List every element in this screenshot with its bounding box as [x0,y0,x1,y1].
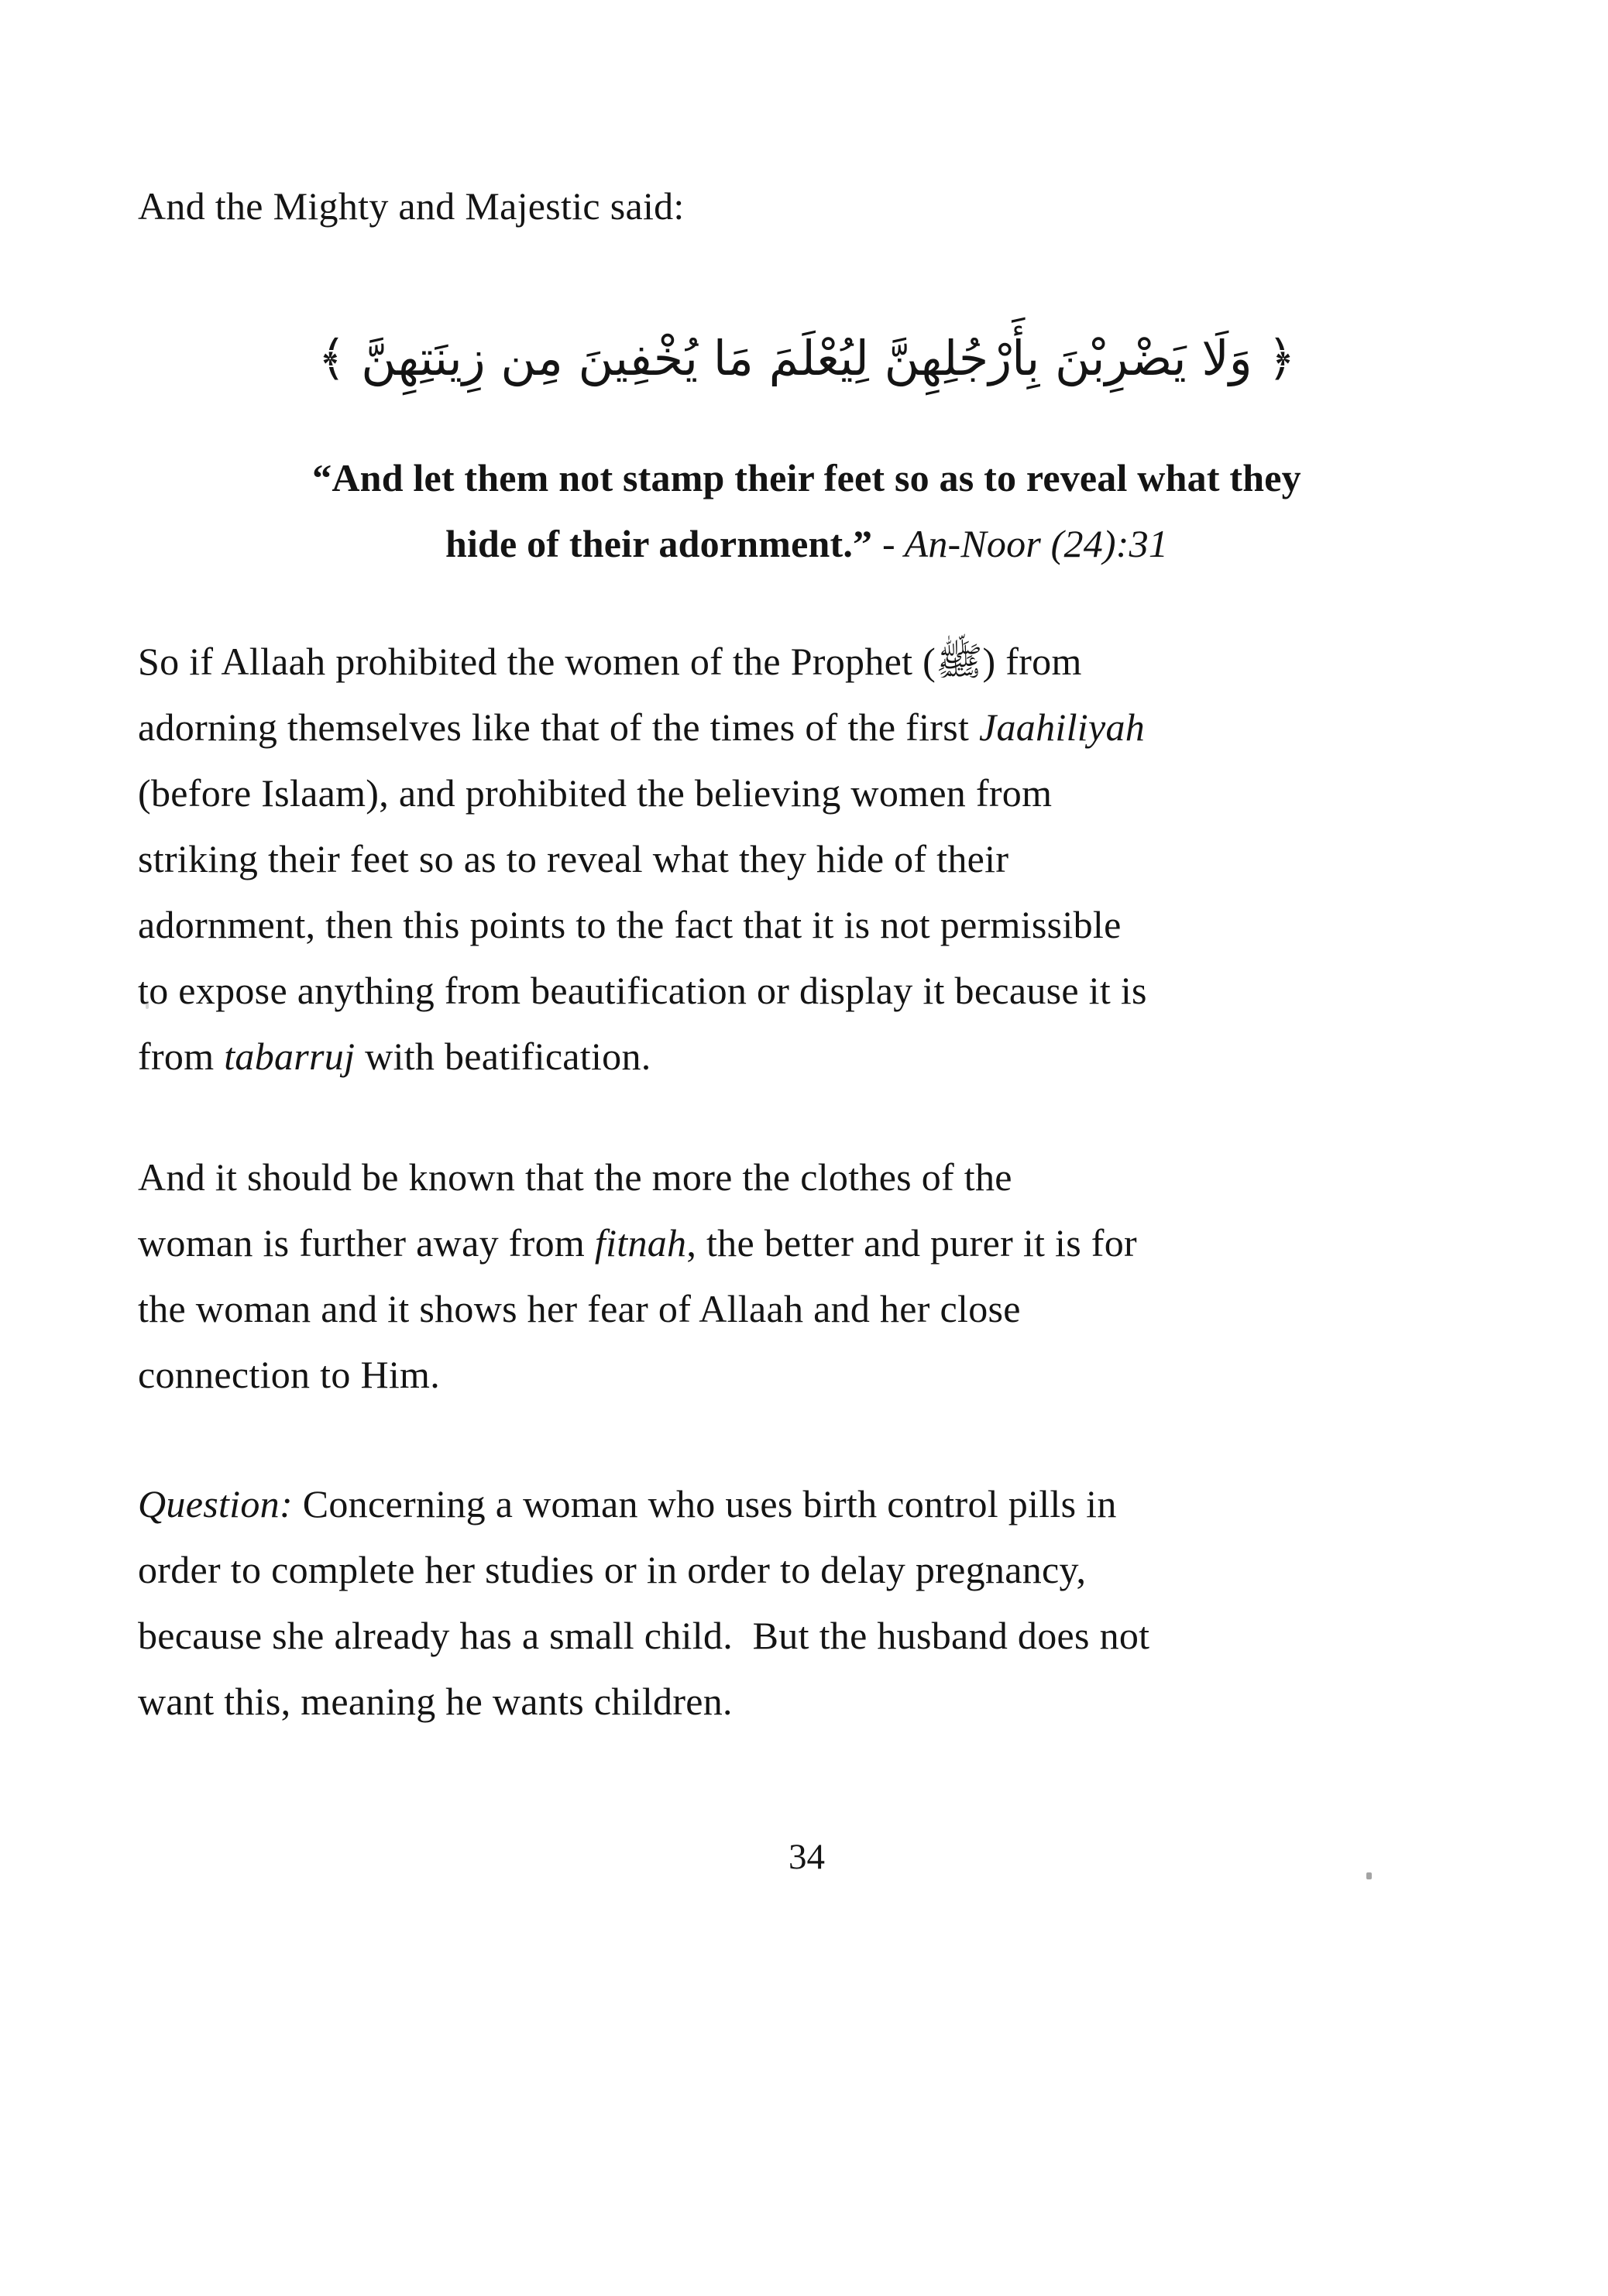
scan-speck [1366,1872,1372,1879]
text-line [138,1537,1476,1603]
text-run: the woman and it shows her fear of Allaah and her close [138,1287,1021,1330]
text-line [138,826,1476,892]
body-paragraph-2 [138,1145,1476,1408]
body-paragraph-3 [138,1471,1476,1735]
text-run: adornment, then this points to the fact that it is not permissible [138,903,1122,946]
text-line [138,958,1476,1024]
text-run: Question: [138,1482,293,1526]
intro-line: And the Mighty and Majestic said: [138,184,685,228]
text-line [138,1342,1476,1408]
text-run: woman is further away from [138,1221,595,1265]
text-run: Concerning a woman who uses birth control pills in [292,1482,1117,1526]
text-line [138,445,1476,511]
text-run: from [138,1035,225,1078]
text-run: hide of their adornment.” [445,522,882,565]
text-line [138,1024,1476,1090]
text-line [138,1669,1476,1735]
text-run: Jaahiliyah [979,705,1146,749]
text-line [138,760,1476,826]
text-line [138,1145,1476,1210]
text-run: striking their feet so as to reveal what they hide of their [138,837,1009,880]
text-run: with beatification. [355,1035,651,1078]
text-run: want this, meaning he wants children. [138,1680,733,1723]
text-line [138,1276,1476,1342]
scan-speck [146,1000,149,1009]
text-line [138,511,1476,577]
text-line [138,629,1476,695]
text-run: And it should be known that the more the clothes of the [138,1155,1012,1199]
text-line [138,892,1476,958]
text-run: , the better and purer it is for [686,1221,1137,1265]
text-run: order to complete her studies or in order to delay pregnancy, [138,1548,1087,1591]
text-line [138,695,1476,760]
text-line [138,1471,1476,1537]
text-line [138,1603,1476,1669]
text-run: tabarruj [224,1035,356,1078]
text-line [138,1210,1476,1276]
text-run: So if Allaah prohibited the women of the Prophet (ﷺ) from [138,640,1082,683]
verse-translation [138,445,1476,577]
text-run: because she already has a small child. But the husband does not [138,1614,1150,1657]
text-run: connection to Him. [138,1353,441,1396]
quran-verse-arabic: ﴿ وَلَا يَضْرِبْنَ بِأَرْجُلِهِنَّ لِيُعْلَمَ مَا يُخْفِينَ مِن زِينَتِهِنَّ ﴾ [318,330,1296,386]
text-run: adorning themselves like that of the times of the first [138,705,979,749]
text-run: to expose anything from beautification or display it because it is [138,969,1147,1012]
body-paragraph-1 [138,629,1476,1090]
text-run: (before Islaam), and prohibited the believing women from [138,771,1053,815]
text-run: - An-Noor (24):31 [881,522,1169,565]
page-number: 34 [789,1837,825,1877]
text-run: fitnah [594,1221,687,1265]
text-run: “And let them not stamp their feet so as to reveal what they [312,456,1301,499]
